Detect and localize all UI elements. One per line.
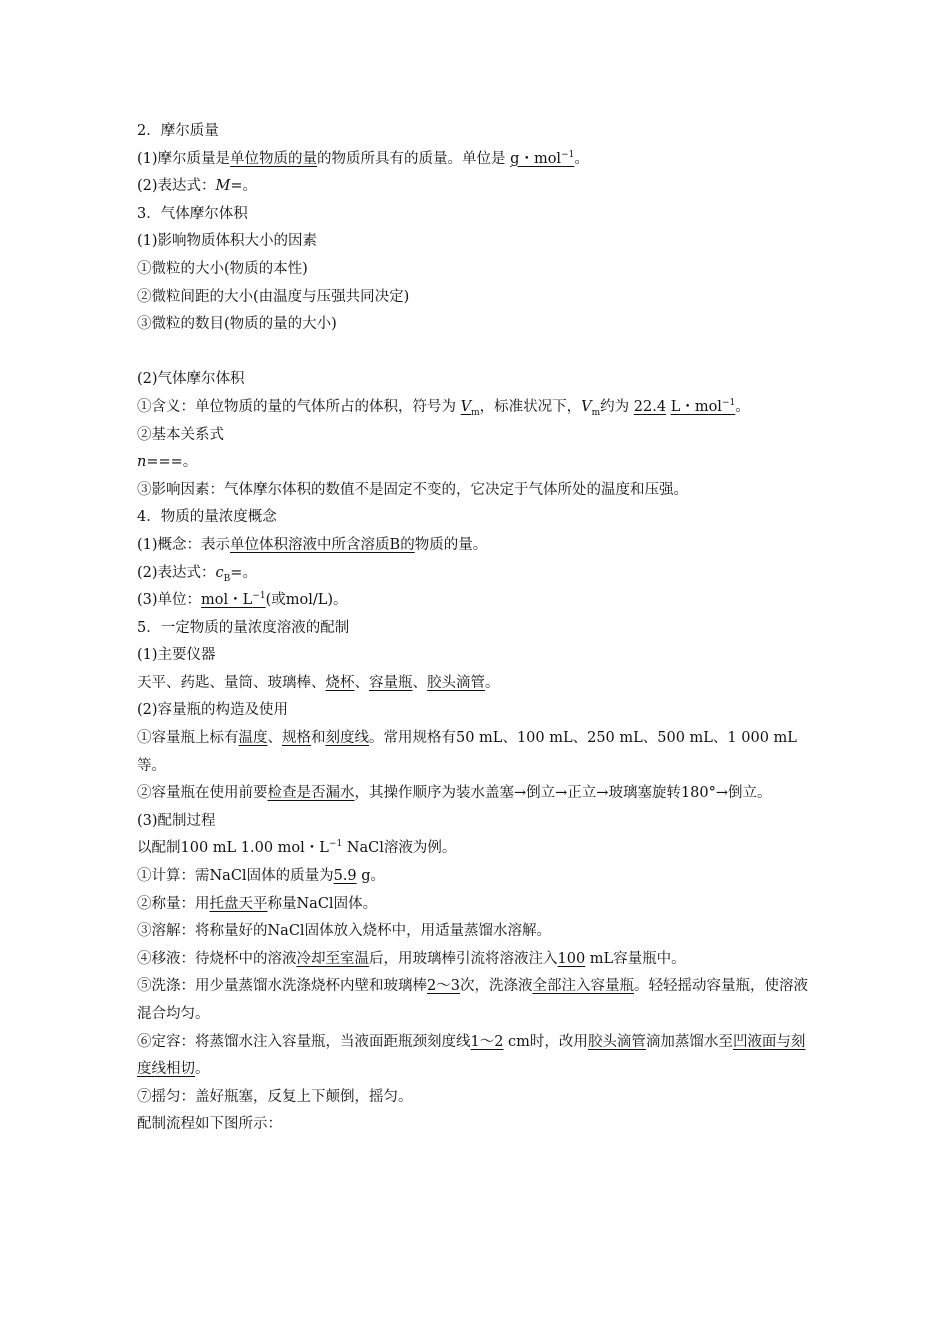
document-body (137, 118, 817, 1139)
concentration-expression: (2)表达式：$c_B=$。 (137, 564, 257, 584)
section-2-heading: 2．摩尔质量 (137, 123, 219, 139)
factor-2: ②微粒间距的大小(由温度与压强共同决定) (137, 288, 410, 305)
flask-leak-check: ②容量瓶在使用前要检查是否漏水，其操作顺序为装水盖塞→倒立→正立→玻璃塞旋转180°→倒立。 (137, 785, 772, 802)
concentration-definition: (1)概念：表示单位体积溶液中所含溶质B的物质的量。 (137, 536, 488, 553)
section-4-heading: 4．物质的量浓度概念 (137, 509, 277, 526)
flask-title: (2)容量瓶的构造及使用 (137, 702, 289, 719)
influence-factors: ③影响因素：气体摩尔体积的数值不是固定不变的，它决定于气体所处的温度和压强。 (137, 481, 688, 498)
step-wash: ⑤洗涤：用少量蒸馏水洗涤烧杯内壁和玻璃棒2～3次，洗涤液全部注入容量瓶。轻轻摇动容量瓶，使溶液混合均匀。 (137, 978, 808, 1022)
procedure-title: (3)配制过程 (137, 812, 216, 829)
step-fix-volume: ⑥定容：将蒸馏水注入容量瓶，当液面距瓶颈刻度线1～2 cm时，改用胶头滴管滴加蒸馏水至凹液面与刻度线相切。 (137, 1033, 806, 1078)
procedure-intro: 以配制100 mL 1.00 mol・$L^{-1}$ NaCl溶液为例。 (137, 839, 457, 857)
molar-mass-definition: (1)摩尔质量是单位物质的量的物质所具有的质量。单位是 g・mol$^{-1}$。 (137, 149, 589, 167)
step-dissolve: ③溶解：将称量好的NaCl固体放入烧杯中，用适量蒸馏水溶解。 (137, 923, 552, 940)
basic-relation-formula: n===。 (137, 454, 198, 471)
step-weigh: ②称量：用托盘天平称量NaCl固体。 (137, 895, 378, 912)
gas-molar-volume-title: (2)气体摩尔体积 (137, 371, 245, 388)
instruments-title: (1)主要仪器 (137, 647, 216, 664)
step-shake: ⑦摇匀：盖好瓶塞，反复上下颠倒，摇匀。 (137, 1088, 413, 1105)
basic-relation-title: ②基本关系式 (137, 426, 224, 443)
instruments-list: 天平、药匙、量筒、玻璃棒、烧杯、容量瓶、胶头滴管。 (137, 674, 500, 691)
flask-markings: ①容量瓶上标有温度、规格和刻度线。常用规格有50 mL、100 mL、250 mL、500 mL、1 000 mL等。 (137, 730, 797, 774)
factor-1: ①微粒的大小(物质的本性) (137, 260, 308, 277)
factor-3: ③微粒的数目(物质的量的大小) (137, 316, 337, 333)
step-transfer: ④移液：待烧杯中的溶液冷却至室温后，用玻璃棒引流将溶液注入100 mL容量瓶中。 (137, 950, 686, 967)
section-5-heading: 5．一定物质的量浓度溶液的配制 (137, 619, 350, 636)
flow-caption: 配制流程如下图所示： (137, 1116, 282, 1133)
molar-mass-expression: (2)表达式：M=。 (137, 178, 258, 195)
step-calculate: ①计算：需NaCl固体的质量为5.9 g。 (137, 868, 386, 885)
concentration-unit: (3)单位：mol・$L^{-1}$(或mol/L)。 (137, 591, 348, 609)
section-3-heading: 3．气体摩尔体积 (137, 205, 248, 222)
factors-title: (1)影响物质体积大小的因素 (137, 233, 318, 250)
gas-molar-volume-meaning: ①含义：单位物质的量的气体所占的体积，符号为 $V_m$，标准状况下，$V_m$约为 22.4 L・mol$^{-1}$。 (137, 398, 750, 418)
